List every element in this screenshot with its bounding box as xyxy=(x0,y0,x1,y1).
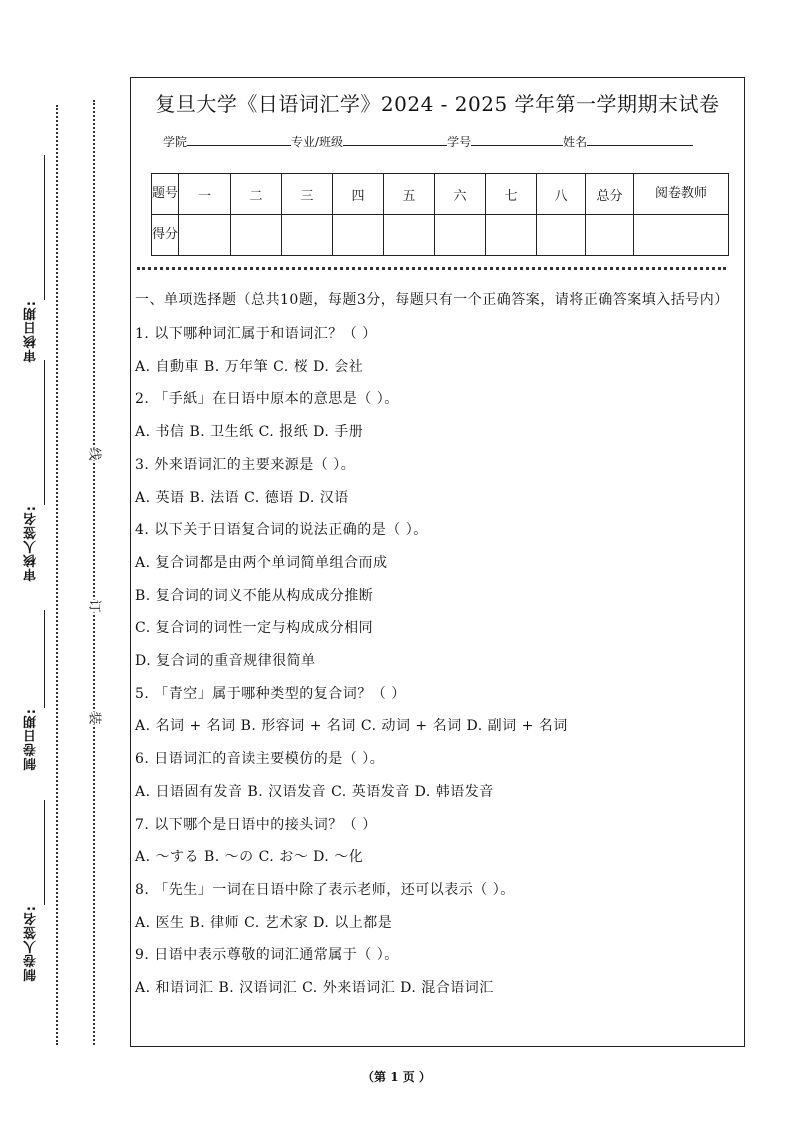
student-id-input[interactable] xyxy=(471,133,563,146)
margin-label-reviewer-signature: 审核人签名: xyxy=(24,505,39,582)
score-cell[interactable] xyxy=(231,215,282,256)
score-cell[interactable] xyxy=(384,215,435,256)
score-col-6: 六 xyxy=(435,174,486,215)
option-line: A. 名词 + 名词 B. 形容词 + 名词 C. 动词 + 名词 D. 副词 + 名词 xyxy=(135,718,568,735)
option-line: D. 复合词的重音规律很简单 xyxy=(135,653,316,670)
score-col-grader: 阅卷教师 xyxy=(634,174,729,215)
score-col-5: 五 xyxy=(384,174,435,215)
field-label-college: 学院 xyxy=(163,135,188,149)
score-cell[interactable] xyxy=(634,215,729,256)
score-col-8: 八 xyxy=(537,174,586,215)
score-table-row-label: 题号 xyxy=(152,174,179,215)
field-label-name: 姓名 xyxy=(563,135,588,149)
page-number: （第 1 页 ） xyxy=(362,1070,431,1084)
score-col-1: 一 xyxy=(179,174,231,215)
score-col-2: 二 xyxy=(231,174,282,215)
college-input[interactable] xyxy=(187,133,291,146)
score-col-3: 三 xyxy=(282,174,333,215)
question-content xyxy=(135,288,735,1005)
score-cell[interactable] xyxy=(486,215,537,256)
margin-label-paper-date: 制卷日期: xyxy=(24,708,39,771)
option-line: A. 英语 B. 法语 C. 德语 D. 汉语 xyxy=(135,489,349,506)
margin-dotted-line-left xyxy=(56,105,58,1045)
question-line: 6. 日语词汇的音读主要模仿的是（ ）。 xyxy=(135,751,385,768)
score-col-4: 四 xyxy=(333,174,384,215)
question-line: 7. 以下哪个是日语中的接头词？（ ） xyxy=(135,816,377,833)
option-line: A. 日语固有发音 B. 汉语发音 C. 英语发音 D. 韩语发音 xyxy=(135,783,494,800)
question-line: 2. 「手紙」在日语中原本的意思是（ ）。 xyxy=(135,391,399,408)
binding-char-line: 线 xyxy=(86,447,102,461)
score-cell[interactable] xyxy=(179,215,231,256)
score-table-score-row xyxy=(152,215,729,256)
option-line: A. ～する B. ～の C. お～ D. ～化 xyxy=(135,849,364,866)
score-cell[interactable] xyxy=(282,215,333,256)
score-table-score-label: 得分 xyxy=(152,215,179,256)
section-heading: 一、单项选择题（总共10题，每题3分，每题只有一个正确答案，请将正确答案填入括号内） xyxy=(135,292,729,308)
field-label-student-id: 学号 xyxy=(447,135,472,149)
question-line: 8. 「先生」一词在日语中除了表示老师，还可以表示（ ）。 xyxy=(135,881,515,898)
score-col-7: 七 xyxy=(486,174,537,215)
question-line: 5. 「青空」属于哪种类型的复合词？（ ） xyxy=(135,685,406,702)
option-line: A. 书信 B. 卫生纸 C. 报纸 D. 手册 xyxy=(135,424,364,441)
student-info-row xyxy=(163,133,693,150)
margin-dotted-line-right xyxy=(93,100,95,1045)
exam-frame xyxy=(130,77,745,1047)
score-table xyxy=(151,173,729,256)
score-col-total: 总分 xyxy=(586,174,634,215)
margin-line-reviewer-signature xyxy=(44,360,45,505)
score-table-header-row xyxy=(152,174,729,215)
margin-line-paper-author-signature xyxy=(44,800,45,905)
major-class-input[interactable] xyxy=(343,133,447,146)
question-line: 4. 以下关于日语复合词的说法正确的是（ ）。 xyxy=(135,522,428,539)
option-line: B. 复合词的词义不能从构成成分推断 xyxy=(135,587,374,604)
exam-title: 复旦大学《日语词汇学》2024 - 2025 学年第一学期期末试卷 xyxy=(155,92,720,116)
option-line: A. 自動車 B. 万年筆 C. 桜 D. 会社 xyxy=(135,358,364,375)
margin-line-review-date xyxy=(44,155,45,300)
question-line: 9. 日语中表示尊敬的词汇通常属于（ ）。 xyxy=(135,947,399,964)
score-cell[interactable] xyxy=(435,215,486,256)
option-line: A. 复合词都是由两个单词简单组合而成 xyxy=(135,554,388,571)
margin-label-paper-author-signature: 制卷人签名: xyxy=(24,905,39,982)
margin-label-review-date: 审核日期: xyxy=(24,300,39,363)
option-line: A. 和语词汇 B. 汉语词汇 C. 外来语词汇 D. 混合语词汇 xyxy=(135,980,494,997)
margin-line-paper-date xyxy=(44,610,45,708)
binding-char-staple: 订 xyxy=(86,599,102,613)
binding-char-bind: 装 xyxy=(86,711,102,725)
name-input[interactable] xyxy=(587,133,693,146)
dotted-separator xyxy=(137,267,726,270)
score-cell[interactable] xyxy=(537,215,586,256)
score-cell[interactable] xyxy=(333,215,384,256)
option-line: A. 医生 B. 律师 C. 艺术家 D. 以上都是 xyxy=(135,914,393,931)
question-line: 3. 外来语词汇的主要来源是（ ）。 xyxy=(135,456,356,473)
question-line: 1. 以下哪种词汇属于和语词汇？（ ） xyxy=(135,326,377,342)
score-cell[interactable] xyxy=(586,215,634,256)
field-label-major-class: 专业/班级 xyxy=(291,135,344,149)
option-line: C. 复合词的词性一定与构成成分相同 xyxy=(135,620,374,637)
